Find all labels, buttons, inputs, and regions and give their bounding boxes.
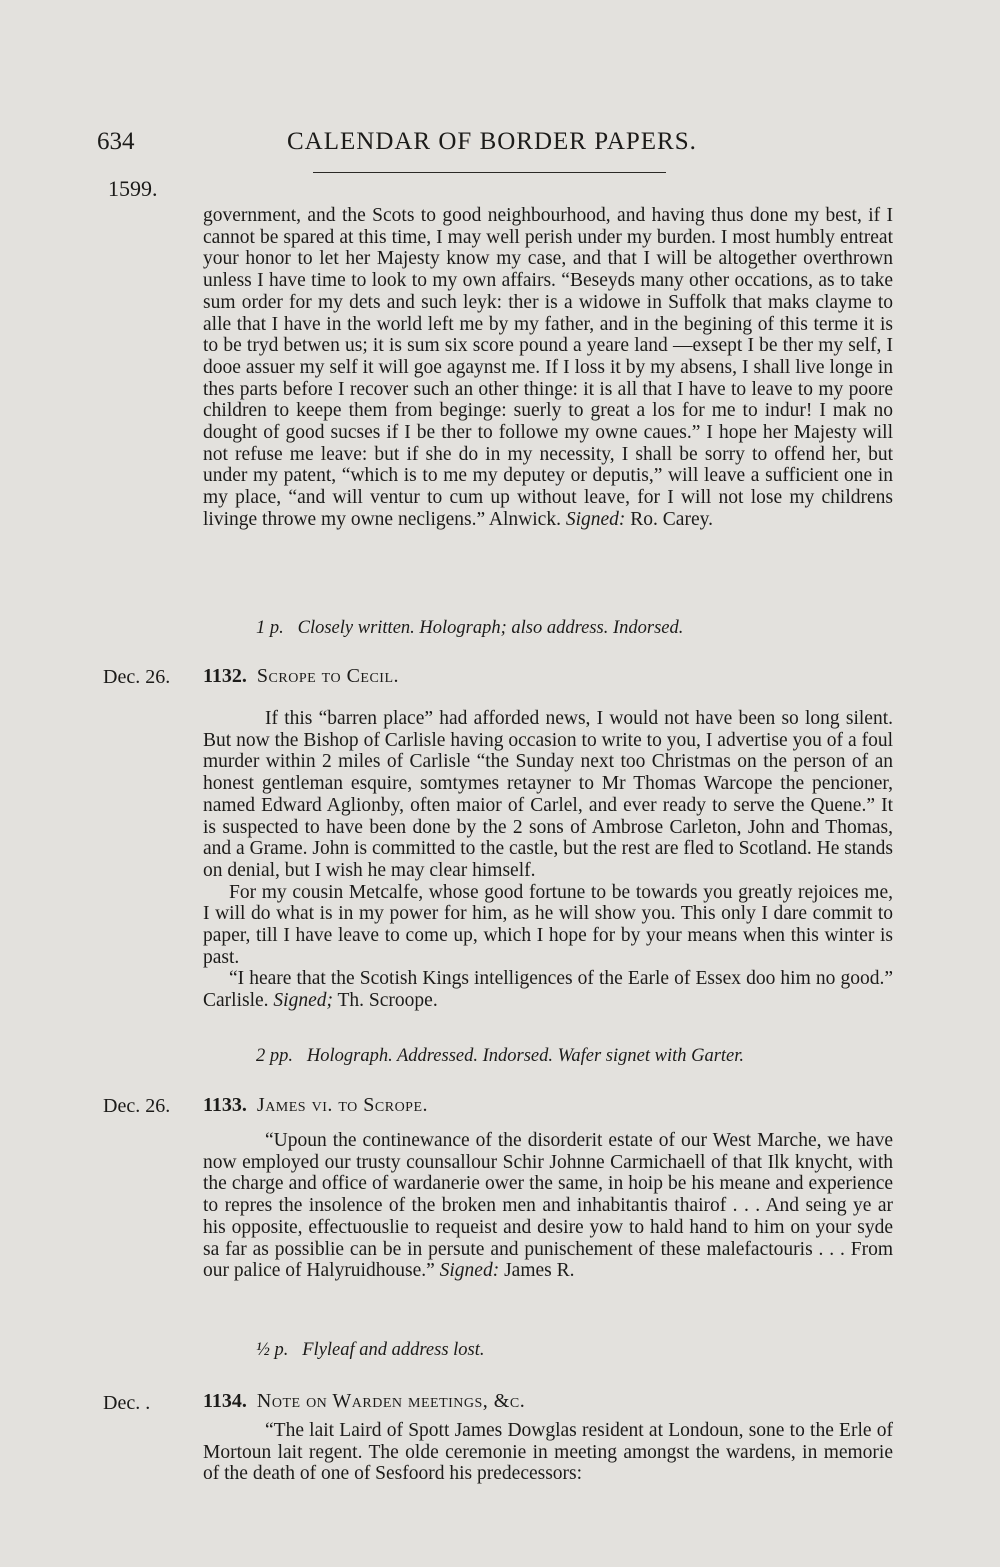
- page-number: 634: [97, 128, 135, 155]
- entry-date: Dec. 26.: [103, 666, 171, 688]
- running-title: CALENDAR OF BORDER PAPERS.: [287, 128, 697, 155]
- signed-name: Th. Scroope.: [337, 990, 438, 1012]
- continuation-paragraph: [203, 205, 893, 531]
- note-text: Closely written. Holograph; also address. Indorsed.: [297, 618, 684, 638]
- note-pages: 2 pp.: [256, 1046, 293, 1066]
- entry-note: [256, 1340, 485, 1361]
- entry-title: Scrope to Cecil.: [256, 665, 400, 687]
- header-rule: [313, 172, 666, 173]
- entry-body: [203, 708, 893, 1012]
- note-pages: 1 p.: [256, 618, 284, 638]
- entry-number: 1134.: [203, 1390, 247, 1412]
- entry-heading: [203, 665, 399, 688]
- paragraph-text: government, and the Scots to good neighbourhood, and having thus done my best, if I cannot be spared at this time, I may well perish under my burden. I most humbly entreat your honor to let her Majesty know my case, and that I will be altogether overthrown unless I have time to look to my own affairs. “Beseyds many other occations, as to take sum order for my dets and such leyk: ther is a widowe in Suffolk that maks clayme to alle that I have in the world left me by my father, and in the begining of this terme it is to be tryd betwen us; it is sum six score pound a yeare land —exsept I be ther my self, I dooe assuer my self it will goe agaynst me. If I loss it by my absens, I shall live longe in thes parts before I recover such an other thinge: it is all that I have to leave to my poore children to keepe them from beginge: suerly to great a los for me to indur! I mak no dought of good sucses if I be ther to followe my owne caues.” I hope her Majesty will not refuse me leave: but if she do in my necessity, I shall be sorry to offend her, but under my patent, “which is to me my deputey or deputis,” will leave a sufficient one in my place, “and will ventur to cum up without leave, for I will not lose my childrens livinge throwe my owne necligens.” Alnwick.: [203, 205, 893, 530]
- signed-label: Signed:: [439, 1260, 500, 1282]
- signed-name: James R.: [504, 1260, 575, 1282]
- entry-note: [256, 618, 683, 639]
- entry-paragraph: “I heare that the Scotish Kings intelligences of the Earle of Essex doo him no good.” Carlisle.: [203, 968, 893, 1012]
- entry-paragraph: If this “barren place” had afforded news, I would not have been so long silent. But now the Bishop of Carlisle having occasion to write to you, I advertise you of a foul murder within 2 miles of Carlisle “the Sunday next too Christmas on the person of an honest gentleman esquire, somtymes retayner to Mr Thomas Warcope the pencioner, named Edward Aglionby, often maior of Carlel, and ever ready to serve the Quene.” It is suspected to have been done by the 2 sons of Ambrose Carleton, John and Thomas, and a Grame. John is committed to the castle, but the rest are fled to Scotland. He stands on denial, but I wish he may clear himself.: [203, 708, 893, 881]
- entry-date: Dec. .: [103, 1392, 151, 1414]
- entry-number: 1133.: [203, 1094, 247, 1116]
- entry-title: James vi. to Scrope.: [256, 1094, 429, 1116]
- signed-name: Ro. Carey.: [630, 508, 713, 530]
- entry-body: [203, 1420, 893, 1485]
- entry-paragraph: “The lait Laird of Spott James Dowglas resident at Londoun, sone to the Erle of Mortoun lait regent. The olde ceremonie in meeting amongst the wardens, in memorie of the death of one of Sesfoord his predecessors:: [203, 1420, 893, 1485]
- entry-body: [203, 1130, 893, 1282]
- entry-title: Note on Warden meetings, &c.: [256, 1390, 526, 1412]
- entry-date: Dec. 26.: [103, 1095, 171, 1117]
- page-header: [97, 128, 897, 162]
- entry-number: 1132.: [203, 665, 247, 687]
- entry-note: [256, 1046, 744, 1067]
- entry-heading: [203, 1094, 428, 1117]
- margin-year: 1599.: [108, 176, 158, 201]
- note-text: Flyleaf and address lost.: [302, 1340, 485, 1360]
- entry-paragraph: For my cousin Metcalfe, whose good fortune to be towards you greatly rejoices me, I will do what is in my power for him, as he will show you. This only I dare commit to paper, till I have leave to come up, which I hope for by your means when this winter is past.: [203, 881, 893, 968]
- note-text: Holograph. Addressed. Indorsed. Wafer signet with Garter.: [306, 1046, 745, 1066]
- signed-label: Signed;: [273, 990, 333, 1012]
- entry-heading: [203, 1390, 525, 1413]
- entry-paragraph: “Upoun the continewance of the disorderit estate of our West Marche, we have now employed our trusty counsallour Schir Johnne Carmichaell of that Ilk knycht, with the charge and office of wardanerie ower the same, in hoip be his meane and experience to repres the insolence of the broken men and inhabitantis thairof . . . And seing ye ar his opposite, effectuouslie to requeist and desire yow to hald hand to him on your syde sa far as possiblie can be in persute and punischement of these malefactouris . . . From our palice of Halyruidhouse.”: [203, 1130, 893, 1282]
- signed-label: Signed:: [565, 508, 626, 530]
- note-pages: ½ p.: [256, 1340, 289, 1360]
